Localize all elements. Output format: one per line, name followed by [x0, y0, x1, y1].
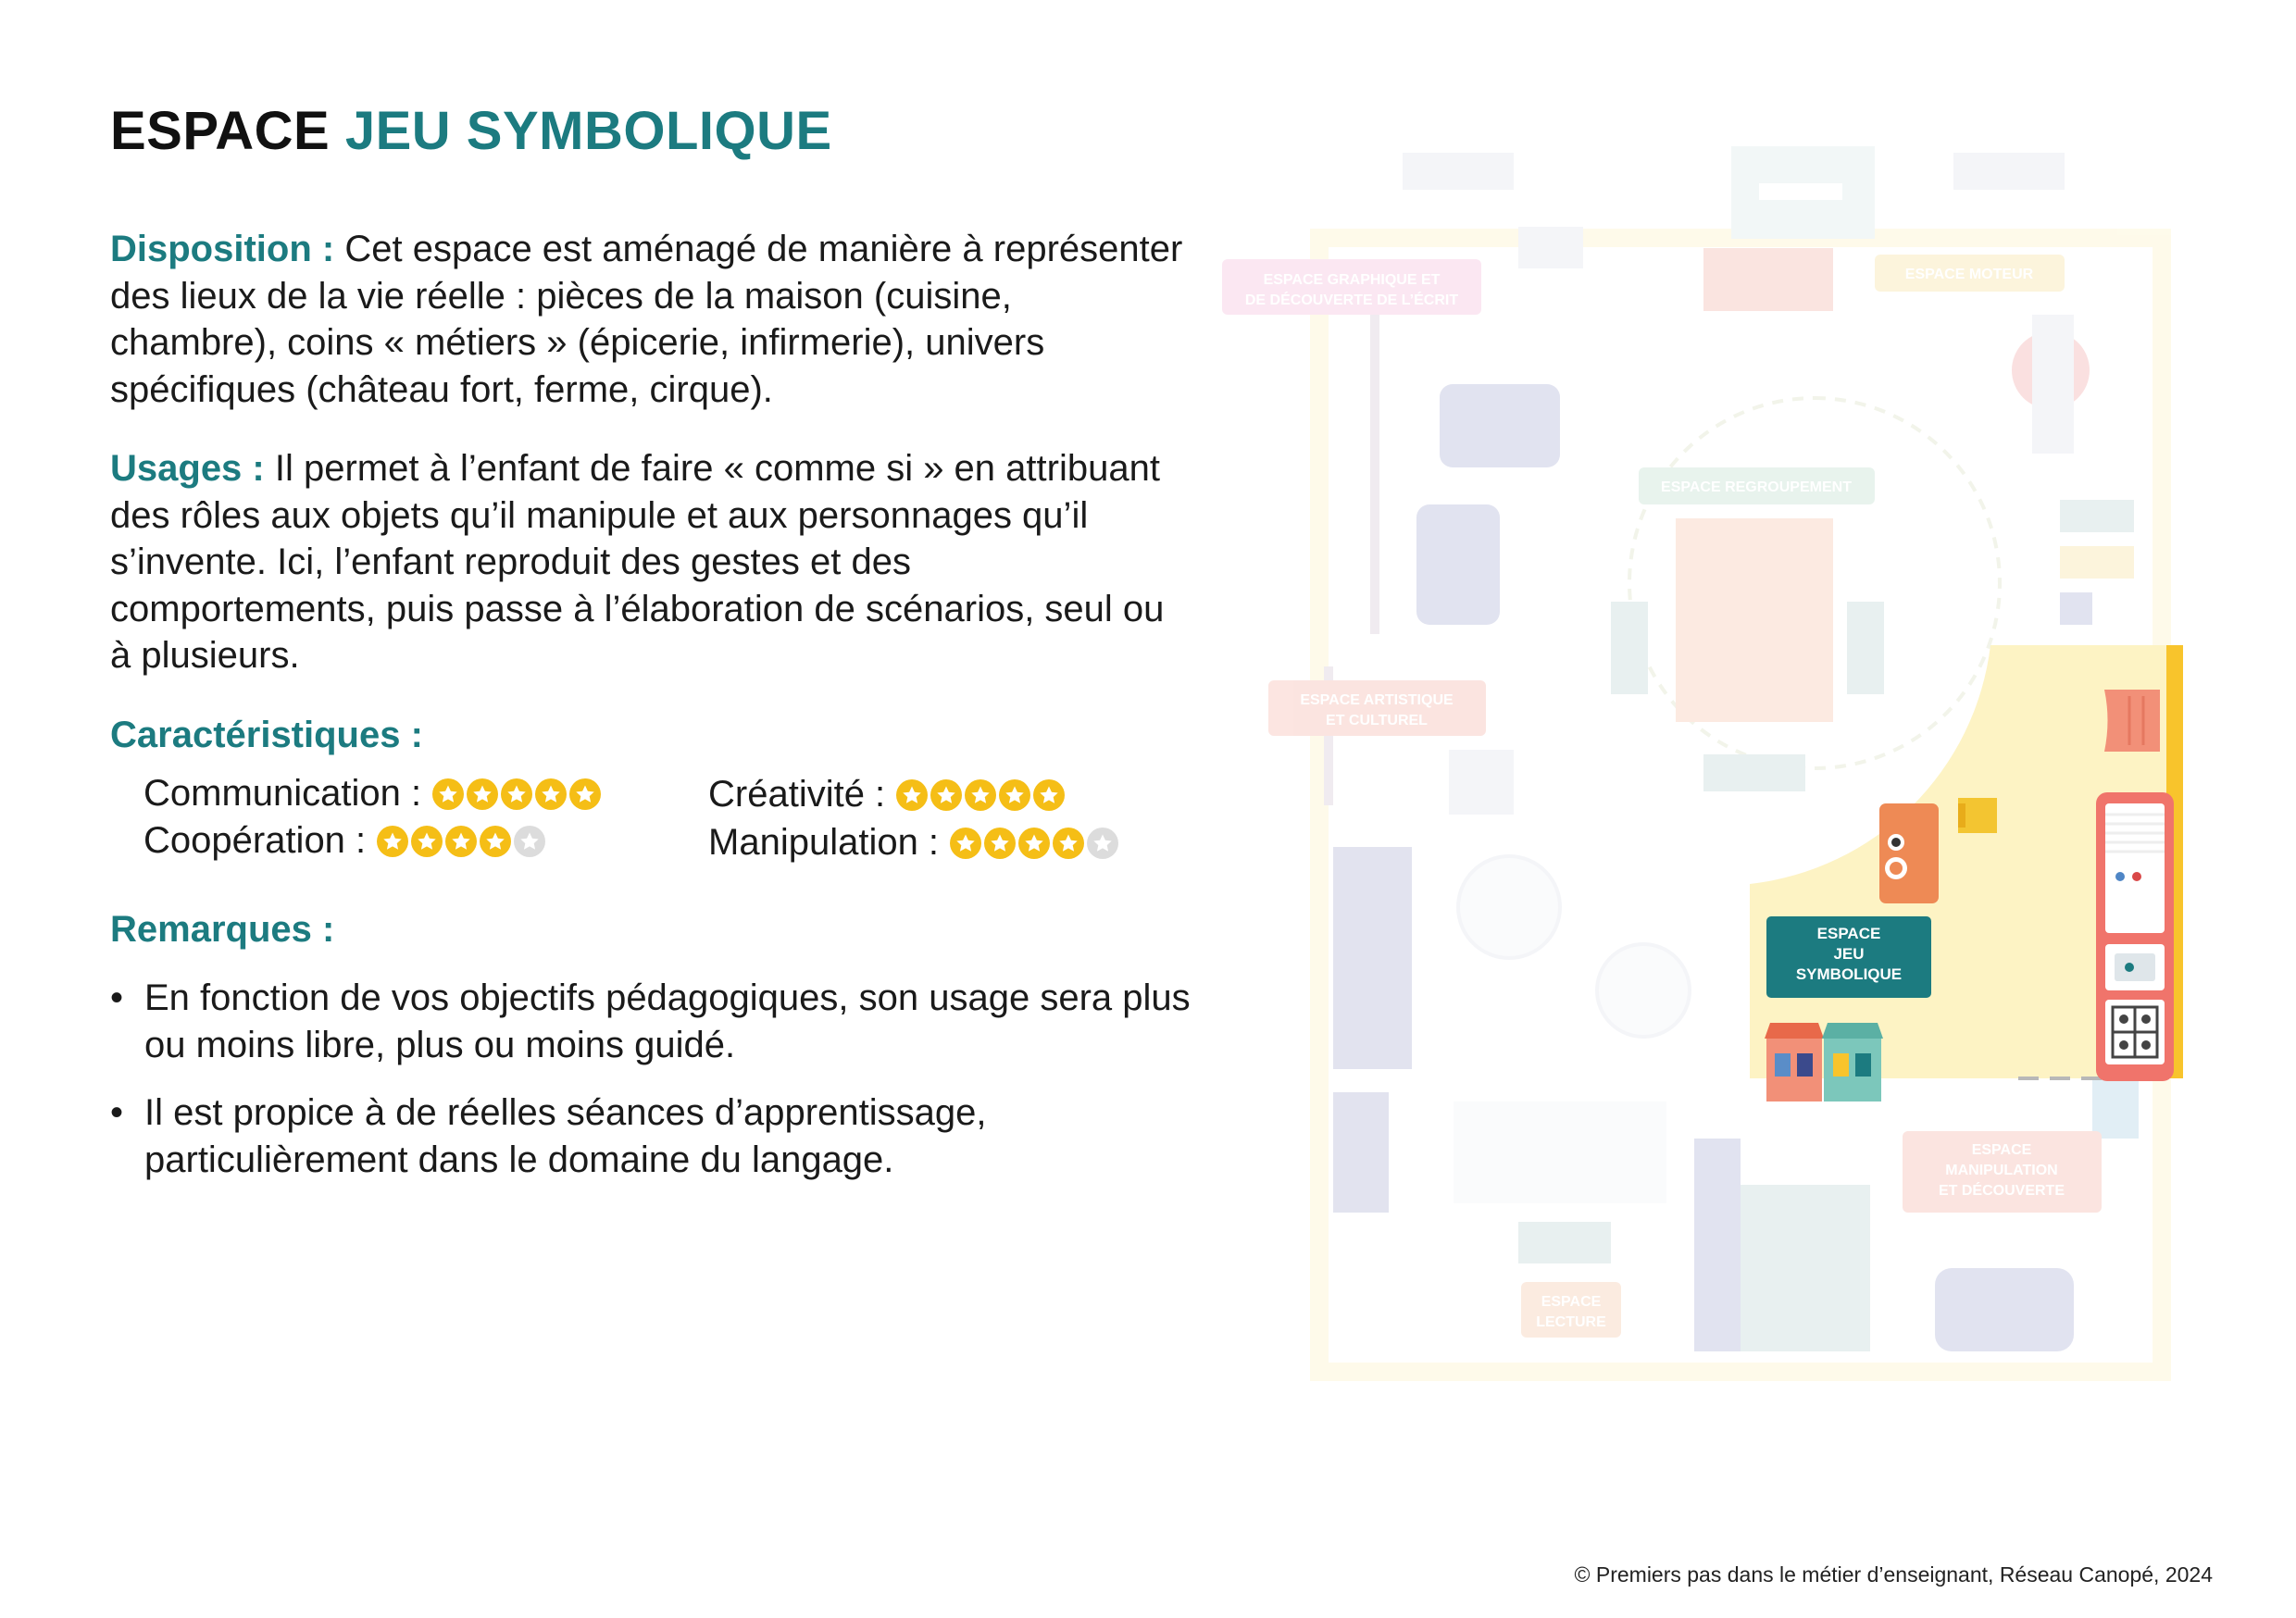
star-rating [377, 826, 545, 857]
list-item [110, 1089, 1203, 1183]
table [1416, 504, 1500, 625]
star-rating [896, 779, 1065, 811]
sink [1518, 227, 1583, 268]
tap-icon [2125, 963, 2134, 972]
easel [1449, 750, 1514, 815]
sink-basin [2115, 953, 2155, 981]
star-filled-icon [377, 826, 408, 857]
slide [2032, 315, 2074, 454]
star-filled-icon [569, 778, 601, 810]
jeu-label-line3: SYMBOLIQUE [1795, 965, 1903, 983]
bullet-icon: • [110, 1092, 124, 1133]
copyright-footer: © Premiers pas dans le métier d’enseignant, Réseau Canopé, 2024 [1574, 1562, 2213, 1587]
rug [1454, 1101, 1666, 1203]
page-title [110, 100, 832, 162]
window [1953, 153, 2065, 190]
jeu-label-line2: JEU [1833, 945, 1865, 963]
disposition-text: Cet espace est aménagé de manière à représenter des lieux de la vie réelle : pièces de la maison (cuisine, chambre), coins « métiers » (épicerie, infirmerie), univers spécifiques (château fort, ferme, cirque). [110, 229, 1183, 410]
usages-paragraph [110, 445, 1184, 679]
star-filled-icon [1053, 828, 1084, 859]
machine-drum-inner [1890, 862, 1903, 875]
block [2060, 500, 2134, 532]
remarques-list [110, 975, 1203, 1204]
label-lecture-line2: LECTURE [1536, 1314, 1606, 1330]
star-filled-icon [467, 778, 498, 810]
machine-knob-center [1891, 838, 1901, 847]
star-empty-icon [514, 826, 545, 857]
star-filled-icon [965, 779, 996, 811]
furniture [1703, 248, 1833, 311]
star-filled-icon [432, 778, 464, 810]
star-filled-icon [950, 828, 981, 859]
star-rating [950, 828, 1118, 859]
indicator-icon [2132, 872, 2141, 881]
star-filled-icon [480, 826, 511, 857]
star-filled-icon [445, 826, 477, 857]
rating-communication [144, 773, 601, 815]
star-rating [432, 778, 601, 810]
list-item-text: Il est propice à de réelles séances d’apprentissage, particulièrement dans le domaine du langage. [144, 1092, 987, 1180]
shop-roof [1822, 1023, 1883, 1039]
table [1935, 1268, 2074, 1351]
armchair [2104, 690, 2160, 752]
burner-icon [2141, 1040, 2151, 1050]
label-artistique-line2: ET CULTUREL [1326, 713, 1428, 728]
label-artistique-line1: ESPACE ARTISTIQUE [1300, 692, 1454, 708]
burner-icon [2119, 1014, 2128, 1024]
bookshelf [1694, 1139, 1741, 1351]
label-manipulation-line1: ESPACE [1971, 1142, 2032, 1158]
label-moteur: ESPACE MOTEUR [1904, 267, 2034, 282]
usages-label: Usages : [110, 448, 265, 489]
gathering-benches [1676, 518, 1833, 722]
star-empty-icon [1087, 828, 1118, 859]
burner-icon [2141, 1014, 2151, 1024]
rating-label: Créativité : [708, 774, 886, 815]
star-filled-icon [1018, 828, 1050, 859]
shop-window [1797, 1053, 1813, 1077]
label-graphique-line1: ESPACE GRAPHIQUE ET [1263, 272, 1441, 288]
round-table [1458, 856, 1560, 958]
label-lecture-line1: ESPACE [1541, 1294, 1602, 1310]
bookshelf [1333, 1092, 1389, 1213]
rating-label: Communication : [144, 773, 422, 814]
star-filled-icon [501, 778, 532, 810]
star-filled-icon [1033, 779, 1065, 811]
star-filled-icon [535, 778, 567, 810]
table [1440, 384, 1560, 467]
shelf [1370, 301, 1379, 634]
shop-window [1833, 1053, 1849, 1077]
star-filled-icon [999, 779, 1030, 811]
shop-window [1775, 1053, 1791, 1077]
rating-label: Manipulation : [708, 822, 940, 863]
bookshelf [1741, 1185, 1870, 1351]
block [2060, 546, 2134, 579]
bench [1847, 602, 1884, 694]
indicator-icon [2115, 872, 2125, 881]
washing-machine [1879, 803, 1939, 903]
cabinet [1333, 847, 1412, 1069]
label-manipulation-line2: MANIPULATION [1945, 1163, 2058, 1178]
dryer-detail [1958, 803, 1965, 828]
star-filled-icon [411, 826, 443, 857]
round-table [1597, 944, 1690, 1037]
title-part1: ESPACE [110, 101, 331, 161]
star-filled-icon [896, 779, 928, 811]
disposition-paragraph [110, 226, 1184, 413]
remarques-heading: Remarques : [110, 909, 335, 950]
burner-icon [2119, 1040, 2128, 1050]
rating-creativite [708, 774, 1065, 815]
disposition-label: Disposition : [110, 229, 335, 269]
label-manipulation-line3: ET DÉCOUVERTE [1938, 1183, 2065, 1199]
usages-text: Il permet à l’enfant de faire « comme si » en attribuant des rôles aux objets qu’il manipule et aux personnages qu’il s’invente. Ici, l’enfant reproduit des gestes et des comportements, puis passe à l’élaboration de scénarios, seul ou à plusieurs. [110, 448, 1165, 676]
rating-label: Coopération : [144, 820, 367, 861]
sofa [1518, 1222, 1611, 1263]
caracteristiques-heading: Caractéristiques : [110, 715, 423, 755]
rating-manipulation [708, 822, 1118, 864]
bullet-icon: • [110, 977, 124, 1018]
label-regroupement: ESPACE REGROUPEMENT [1661, 479, 1852, 495]
shop-roof [1765, 1023, 1824, 1039]
shop-stall [1824, 1039, 1881, 1101]
star-filled-icon [984, 828, 1016, 859]
bench [1611, 602, 1648, 694]
bench [1703, 754, 1805, 791]
jeu-label-line1: ESPACE [1816, 925, 1881, 942]
window [1403, 153, 1514, 190]
shop-window [1855, 1053, 1871, 1077]
label-graphique-line2: DE DÉCOUVERTE DE L’ÉCRIT [1244, 292, 1459, 308]
rating-cooperation [144, 820, 545, 862]
list-item-text: En fonction de vos objectifs pédagogiques, son usage sera plus ou moins libre, plus ou moins guidé. [144, 977, 1191, 1065]
classroom-plan [1204, 139, 2259, 1388]
block [2060, 592, 2092, 625]
star-filled-icon [930, 779, 962, 811]
list-item [110, 975, 1203, 1068]
title-part2: JEU SYMBOLIQUE [344, 101, 832, 161]
door-sign [1759, 183, 1842, 200]
